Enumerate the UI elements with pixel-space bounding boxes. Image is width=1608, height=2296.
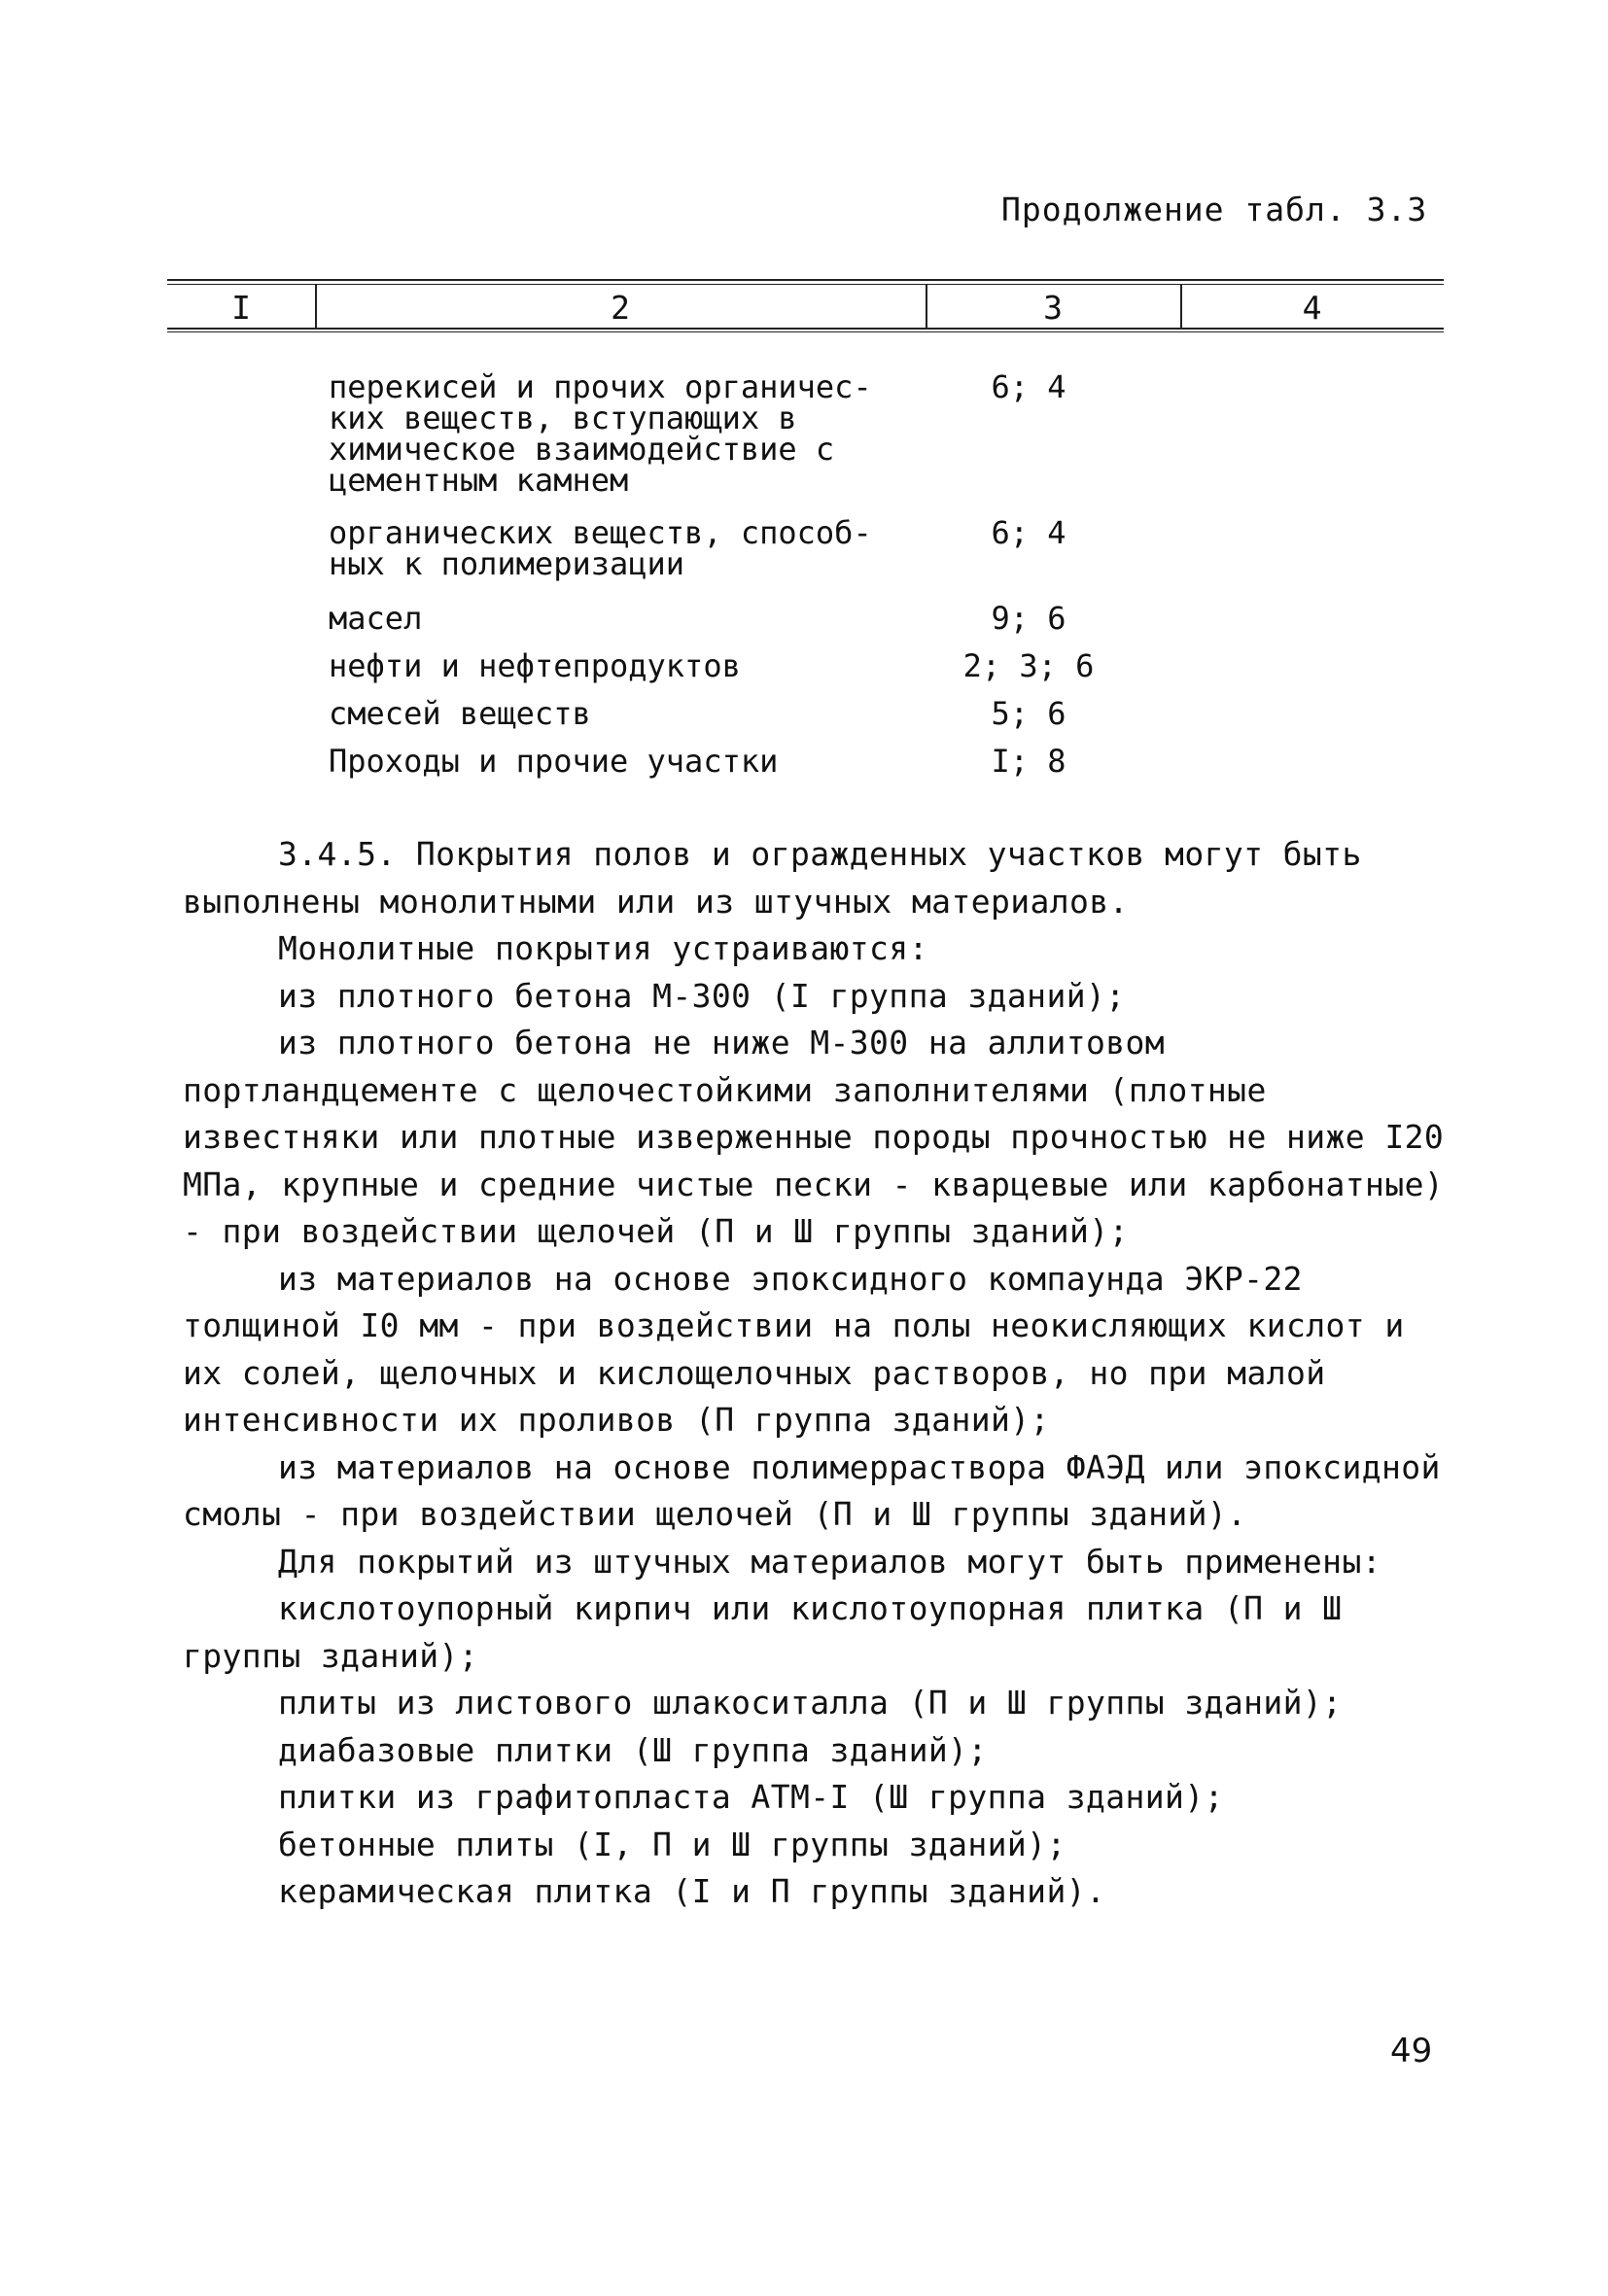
row-description: нефти и нефтепродуктов <box>329 647 741 684</box>
page-number: 49 <box>1390 2032 1433 2070</box>
paragraph-item: из плотного бетона М-300 (I группа зданий); <box>278 976 1126 1015</box>
row-reference: 6; 4 <box>991 368 1066 405</box>
paragraph-item: кислотоупорный кирпич или кислотоупорная плитка (П и Ш группы зданий); <box>183 1589 1343 1675</box>
row-description: масел <box>329 600 423 637</box>
paragraph-item: керамическая плитка (I и П группы зданий). <box>278 1872 1106 1910</box>
row-reference: 9; 6 <box>991 600 1066 637</box>
row-description: Проходы и прочие участки <box>329 743 779 780</box>
paragraph-item: плитки из графитопласта АТМ-I (Ш группа зданий); <box>278 1778 1224 1816</box>
row-reference: 6; 4 <box>991 514 1066 551</box>
table-rule <box>167 331 1444 332</box>
row-reference: 2; 3; 6 <box>962 647 1095 684</box>
paragraph-item: плиты из листового шлакоситалла (П и Ш группы зданий); <box>278 1684 1343 1722</box>
table-rule <box>167 279 1444 281</box>
row-reference: I; 8 <box>991 743 1066 780</box>
paragraph-monolithic-intro: Монолитные покрытия устраиваются: <box>278 929 928 967</box>
paragraph-item: бетонные плиты (I, П и Ш группы зданий); <box>278 1825 1066 1863</box>
table-rule <box>167 328 1444 330</box>
table-continuation-label: Продолжение табл. 3.3 <box>1001 191 1428 228</box>
paragraph-item: диабазовые плитки (Ш группа зданий); <box>278 1730 988 1769</box>
column-number-4: 4 <box>1302 289 1322 327</box>
table-rule <box>167 284 1444 285</box>
paragraph-3-4-5: 3.4.5. Покрытия полов и огражденных участков могут быть выполнены монолитными или из штучных материалов. <box>183 835 1362 921</box>
body-text <box>183 831 1461 1916</box>
column-number-2: 2 <box>611 289 630 327</box>
row-reference: 5; 6 <box>991 695 1066 732</box>
paragraph-piece-intro: Для покрытий из штучных материалов могут быть применены: <box>278 1542 1381 1581</box>
column-number-1: I <box>231 289 251 327</box>
paragraph-item: из плотного бетона не ниже М-300 на аллитовом портландцементе с щелочестойкими заполнителями (плотные известняки или плотные изверженные породы прочностью не ниже I20 МПа, крупные и средние чистые пески - кварцевые или карбонатные) - при воздействии щелочей (П и Ш группы зданий); <box>183 1024 1445 1250</box>
paragraph-item: из материалов на основе полимерраствора ФАЭД или эпоксидной смолы - при воздействии щелочей (П и Ш группы зданий). <box>183 1447 1441 1533</box>
row-description: органических веществ, способ- ных к полимеризации <box>329 514 872 582</box>
row-description: перекисей и прочих органичес- ких веществ, вступающих в химическое взаимодействие с цементным камнем <box>329 368 872 499</box>
column-number-3: 3 <box>1043 289 1063 327</box>
row-description: смесей веществ <box>329 695 591 732</box>
paragraph-item: из материалов на основе эпоксидного компаунда ЭКР-22 толщиной I0 мм - при воздействии на полы неокисляющих кислот и их солей, щелочных и кислощелочных растворов, но при малой интенсивности их проливов (П группа зданий); <box>183 1259 1405 1439</box>
table-header <box>167 279 1444 331</box>
